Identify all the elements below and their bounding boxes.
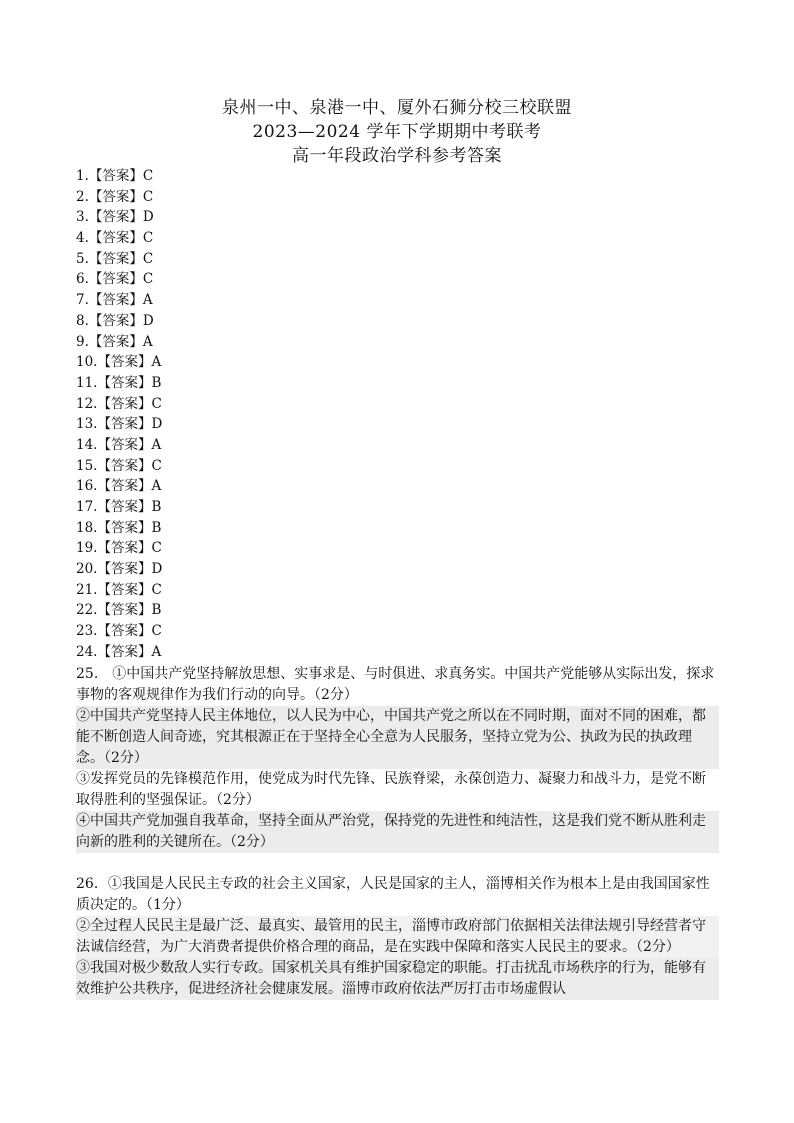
q26-point-1: 26．①我国是人民民主专政的社会主义国家，人民是国家的主人，淄博相关作为根本上是由我国国家性质决定的。（1分）: [76, 876, 710, 913]
answer-item: 7.【答案】A: [76, 292, 153, 309]
answer-item: 22.【答案】B: [76, 602, 162, 619]
question-26-answer: [76, 874, 719, 1000]
answer-item: 5.【答案】C: [76, 250, 154, 267]
exam-title: 2023—2024 学年下学期期中考联考: [252, 122, 542, 142]
answer-item: 6.【答案】C: [76, 271, 154, 288]
answer-item: 2.【答案】C: [76, 188, 154, 205]
answer-item: 19.【答案】C: [76, 540, 162, 557]
answer-item: 1.【答案】C: [76, 168, 154, 184]
answer-item: 21.【答案】C: [76, 581, 162, 598]
answer-item: 9.【答案】A: [76, 333, 153, 350]
q26-point-2: ②全过程人民民主是最广泛、最真实、最管用的民主，淄博市政府部门依据相关法律法规引导经营者守法诚信经营，为广大消费者提供价格合理的商品，是在实践中保障和落实人民民主的要求。（2分）: [76, 916, 719, 958]
answer-key-title: 高一年段政治学科参考答案: [292, 146, 502, 166]
answer-item: 14.【答案】A: [76, 436, 162, 453]
answer-item: 24.【答案】A: [76, 643, 162, 660]
answer-item: 4.【答案】C: [76, 230, 154, 247]
answer-item: 18.【答案】B: [76, 519, 162, 536]
question-25-answer: [76, 664, 719, 853]
answer-item: 15.【答案】C: [76, 457, 162, 474]
q25-point-3: ③发挥党员的先锋模范作用，使党成为时代先锋、民族脊梁，永葆创造力、凝聚力和战斗力，是党不断取得胜利的坚强保证。（2分）: [76, 771, 706, 808]
answer-item: 16.【答案】A: [76, 478, 162, 495]
answer-item: 3.【答案】D: [76, 209, 154, 226]
answer-item: 11.【答案】B: [76, 374, 162, 391]
answer-list: [76, 166, 162, 663]
q25-point-4: ④中国共产党加强自我革命，坚持全面从严治党，保持党的先进性和纯洁性，这是我们党不断从胜利走向新的胜利的关键所在。（2分）: [76, 811, 719, 853]
answer-item: 8.【答案】D: [76, 312, 154, 329]
answer-item: 10.【答案】A: [76, 354, 162, 371]
q26-point-3: ③我国对极少数敌人实行专政。国家机关具有维护国家稳定的职能。打击扰乱市场秩序的行为，能够有效维护公共秩序，促进经济社会健康发展。淄博市政府依法严厉打击市场虚假认: [76, 958, 719, 1000]
answer-item: 13.【答案】D: [76, 416, 163, 433]
answer-item: 17.【答案】B: [76, 499, 162, 515]
school-alliance-title: 泉州一中、泉港一中、厦外石狮分校三校联盟: [222, 98, 572, 118]
answer-item: 23.【答案】C: [76, 623, 162, 640]
q25-point-2: ②中国共产党坚持人民主体地位，以人民为中心，中国共产党之所以在不同时期，面对不同的困难，都能不断创造人间奇迹，究其根源正在于坚持全心全意为人民服务，坚持立党为公、执政为民的执政理念。（2分）: [76, 706, 719, 769]
answer-item: 12.【答案】C: [76, 395, 162, 412]
q25-point-1: 25. ①中国共产党坚持解放思想、实事求是、与时俱进、求真务实。中国共产党能够从实际出发，探求事物的客观规律作为我们行动的向导。（2分）: [76, 666, 715, 703]
answer-item: 20.【答案】D: [76, 561, 163, 578]
